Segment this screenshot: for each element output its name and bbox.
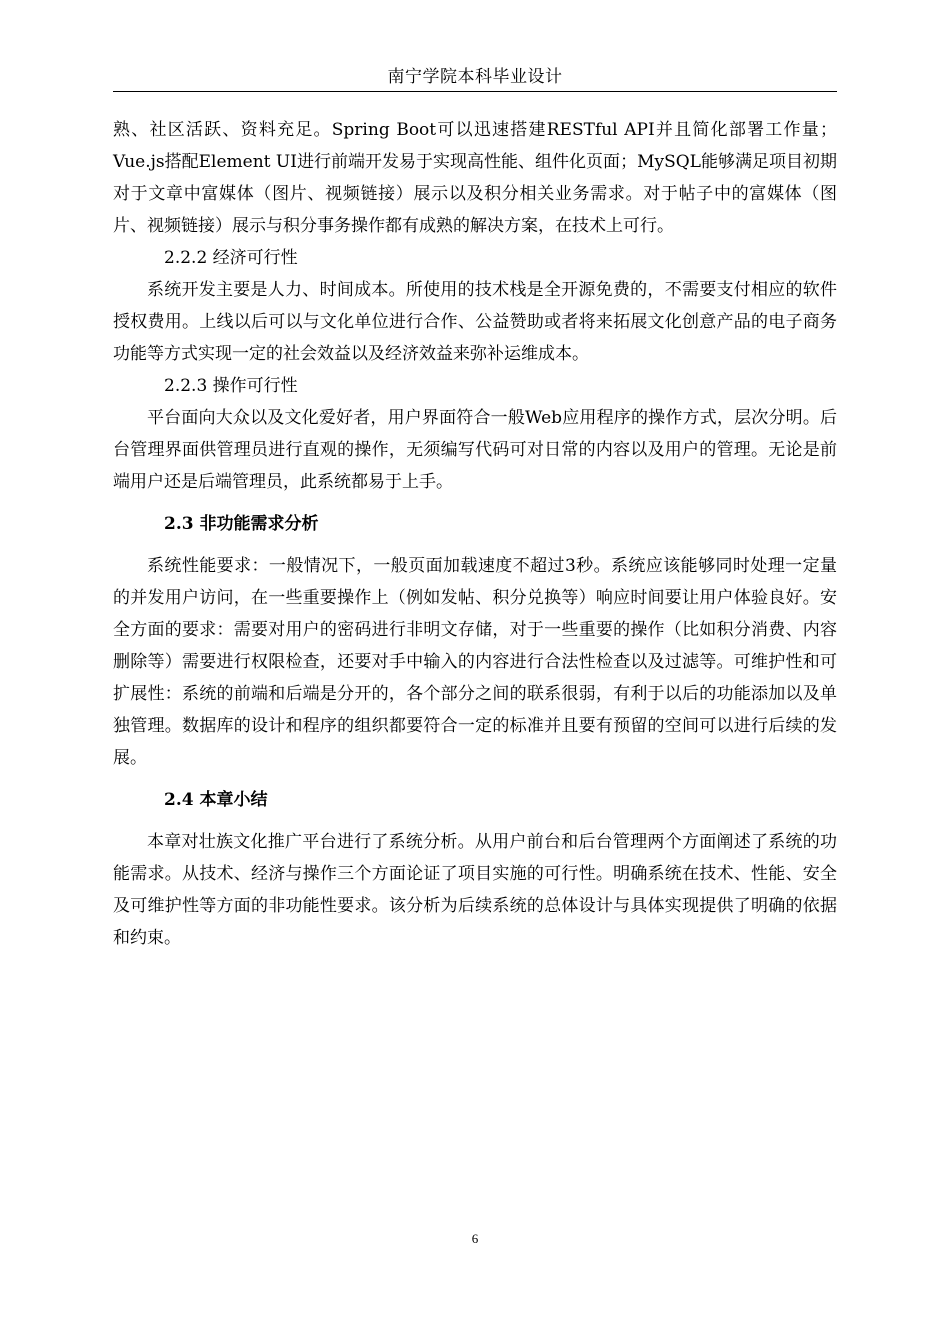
paragraph-operational-feasibility: 平台面向大众以及文化爱好者，用户界面符合一般Web应用程序的操作方式，层次分明。后台管理界面供管理员进行直观的操作，无须编写代码可对日常的内容以及用户的管理。无论是前端用户还是后端管理员，此系统都易于上手。 (113, 408, 837, 492)
heading-2-4: 2.4 本章小结 (164, 790, 268, 810)
paragraph-chapter-summary: 本章对壮族文化推广平台进行了系统分析。从用户前台和后台管理两个方面阐述了系统的功能需求。从技术、经济与操作三个方面论证了项目实施的可行性。明确系统在技术、性能、安全及可维护性等方面的非功能性要求。该分析为后续系统的总体设计与具体实现提供了明确的依据和约束。 (113, 832, 837, 948)
page-body (113, 114, 837, 954)
paragraph-nonfunctional-requirements: 系统性能要求：一般情况下，一般页面加载速度不超过3秒。系统应该能够同时处理一定量的并发用户访问，在一些重要操作上（例如发帖、积分兑换等）响应时间要让用户体验良好。安全方面的要求：需要对用户的密码进行非明文存储，对于一些重要的操作（比如积分消费、内容删除等）需要进行权限检查，还要对手中输入的内容进行合法性检查以及过滤等。可维护性和可扩展性：系统的前端和后端是分开的，各个部分之间的联系很弱，有利于以后的功能添加以及单独管理。数据库的设计和程序的组织都要符合一定的标准并且要有预留的空间可以进行后续的发展。 (113, 556, 837, 768)
header-rule (113, 91, 837, 92)
paragraph-technical-feasibility-cont: 熟、社区活跃、资料充足。Spring Boot可以迅速搭建RESTful API并且简化部署工作量；Vue.js搭配Element UI进行前端开发易于实现高性能、组件化页面；MySQL能够满足项目初期对于文章中富媒体（图片、视频链接）展示以及积分相关业务需求。对于帖子中的富媒体（图片、视频链接）展示与积分事务操作都有成熟的解决方案，在技术上可行。 (113, 120, 837, 236)
heading-2-2-3: 2.2.3 操作可行性 (164, 376, 298, 396)
paragraph-economic-feasibility: 系统开发主要是人力、时间成本。所使用的技术栈是全开源免费的，不需要支付相应的软件授权费用。上线以后可以与文化单位进行合作、公益赞助或者将来拓展文化创意产品的电子商务功能等方式实现一定的社会效益以及经济效益来弥补运维成本。 (113, 280, 837, 364)
page-number: 6 (471, 1231, 479, 1246)
running-header: 南宁学院本科毕业设计 (387, 67, 563, 87)
heading-2-2-2: 2.2.2 经济可行性 (164, 248, 298, 268)
heading-2-3: 2.3 非功能需求分析 (164, 514, 319, 534)
